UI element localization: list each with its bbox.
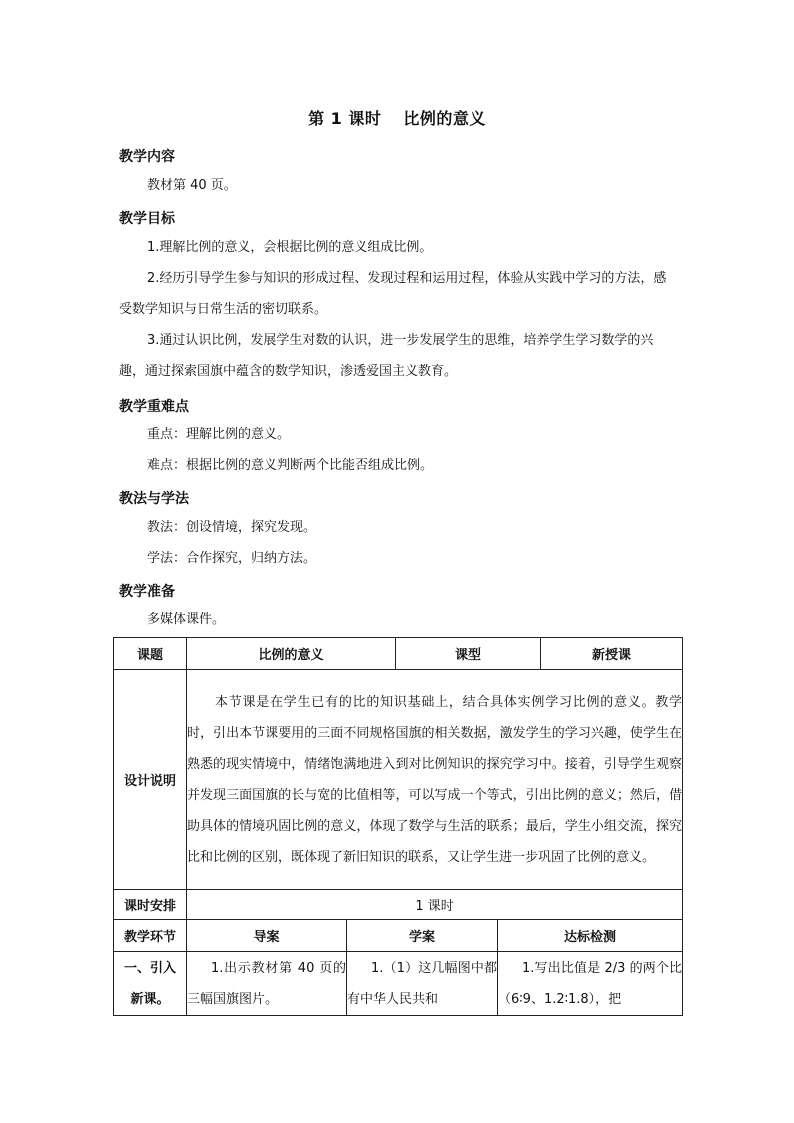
- header-check: 达标检测: [498, 920, 683, 952]
- lesson-table: [113, 637, 683, 1016]
- study-cell: 1.（1）这几幅图中都有中华人民共和: [347, 952, 498, 1016]
- topic-row: [114, 638, 683, 670]
- page-title: [0, 106, 794, 129]
- stage-cell: 一、引入新课。: [114, 952, 187, 1016]
- lesson-topic: 比例的意义: [403, 109, 486, 128]
- prep-text: 多媒体课件。: [147, 612, 226, 627]
- key-point: 重点：理解比例的意义。: [147, 427, 291, 442]
- design-label: 设计说明: [114, 670, 187, 890]
- table-row: [114, 952, 683, 1016]
- topic-value: 比例的意义: [187, 638, 396, 670]
- schedule-label: 课时安排: [114, 890, 187, 920]
- design-row: [114, 670, 683, 890]
- schedule-value: 1 课时: [187, 890, 683, 920]
- check-cell: 1.写出比值是 2/3 的两个比（6∶9、1.2∶1.8），把: [498, 952, 683, 1016]
- goal-2: 2.经历引导学生参与知识的形成过程、发现过程和运用过程，体验从实践中学习的方法，感受数学知识与日常生活的密切联系。: [119, 271, 667, 317]
- header-guide: 导案: [187, 920, 347, 952]
- column-header-row: [114, 920, 683, 952]
- lesson-number: 第 1 课时: [308, 109, 382, 128]
- teaching-method: 教法：创设情境，探究发现。: [147, 520, 317, 535]
- schedule-row: [114, 890, 683, 920]
- heading-goals: 教学目标: [119, 211, 175, 227]
- heading-methods: 教法与学法: [119, 491, 189, 507]
- type-label: 课型: [396, 638, 541, 670]
- learning-method: 学法：合作探究，归纳方法。: [147, 551, 317, 566]
- goal-3: 3.通过认识比例，发展学生对数的认识，进一步发展学生的思维，培养学生学习数学的兴趣，通过探索国旗中蕴含的数学知识，渗透爱国主义教育。: [119, 333, 654, 379]
- heading-content: 教学内容: [119, 149, 175, 165]
- design-text: 本节课是在学生已有的比的知识基础上，结合具体实例学习比例的意义。教学时，引出本节课要用的三面不同规格国旗的相关数据，激发学生的学习兴趣，使学生在熟悉的现实情境中，情绪饱满地进入到对比例知识的探究学习中。接着，引导学生观察并发现三面国旗的长与宽的比值相等，可以写成一个等式，引出比例的意义；然后，借助具体的情境巩固比例的意义，体现了数学与生活的联系；最后，学生小组交流，探究比和比例的区别，既体现了新旧知识的联系，又让学生进一步巩固了比例的意义。: [187, 670, 683, 890]
- content-text: 教材第 40 页。: [147, 178, 237, 193]
- heading-prep: 教学准备: [119, 584, 175, 600]
- topic-label: 课题: [114, 638, 187, 670]
- difficult-point: 难点：根据比例的意义判断两个比能否组成比例。: [147, 458, 434, 473]
- type-value: 新授课: [541, 638, 683, 670]
- goal-1: 1.理解比例的意义，会根据比例的意义组成比例。: [147, 240, 433, 255]
- guide-cell: 1.出示教材第 40 页的三幅国旗图片。: [187, 952, 347, 1016]
- header-study: 学案: [347, 920, 498, 952]
- heading-keypoints: 教学重难点: [119, 399, 189, 415]
- header-stage: 教学环节: [114, 920, 187, 952]
